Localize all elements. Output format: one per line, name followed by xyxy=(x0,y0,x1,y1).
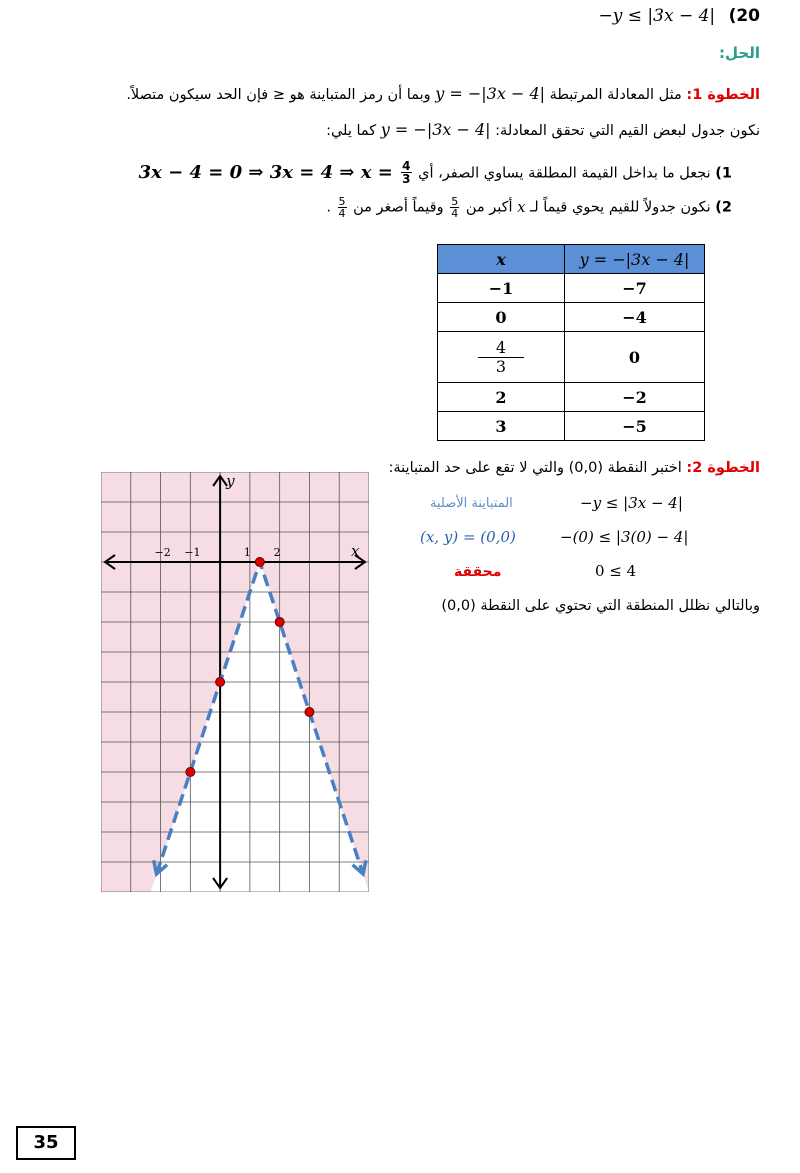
table-cell-x: 3 xyxy=(438,412,565,441)
item2-end: . xyxy=(326,199,331,216)
table-row xyxy=(438,303,705,332)
item1-line xyxy=(139,160,732,185)
item2-frac2-num: 5 xyxy=(338,195,346,208)
step1-text-a: مثل المعادلة المرتبطة xyxy=(549,87,682,103)
table-cell-y: −4 xyxy=(565,303,705,332)
table-cell-y: −2 xyxy=(565,383,705,412)
item1-fraction xyxy=(401,160,411,185)
item2-line xyxy=(326,196,732,219)
step2-check xyxy=(420,494,760,596)
item2-frac1-den: 4 xyxy=(451,207,459,220)
solution-label: الحل: xyxy=(719,44,760,62)
step2-text: اختبر النقطة (0,0) والتي لا تقع على حد المتباينة: xyxy=(388,460,682,476)
data-point xyxy=(275,618,284,627)
item2-text-b: أكبر من xyxy=(465,199,513,216)
item1-number: 1) xyxy=(715,165,732,182)
table-frac-num: 4 xyxy=(478,339,524,358)
item2-text-c: وقيماً أصغر من xyxy=(353,199,444,216)
step2-label: الخطوة 2: xyxy=(686,460,760,476)
table-row xyxy=(438,383,705,412)
check-row2-label: (x, y) = (0,0) xyxy=(420,528,516,546)
step2-line xyxy=(389,460,761,476)
item1-frac-den: 3 xyxy=(402,172,411,186)
item2-text-a: نكون جدولاً للقيم يحوي قيماً لـ xyxy=(529,199,711,216)
table-header-x: x xyxy=(438,245,565,274)
table-cell-y: −5 xyxy=(565,412,705,441)
problem-header xyxy=(599,6,760,26)
step2-conclusion: وبالتالي نظلل المنطقة التي تحتوي على النقطة (0,0) xyxy=(441,598,760,614)
problem-number: (20 xyxy=(728,6,760,26)
table-row xyxy=(438,412,705,441)
problem-inequality: −y ≤ |3x − 4| xyxy=(598,6,716,26)
table-intro xyxy=(326,120,760,139)
table-header-row xyxy=(438,245,705,274)
data-point xyxy=(216,678,225,687)
item2-frac1-num: 5 xyxy=(451,195,459,208)
table-cell-x: 2 xyxy=(438,383,565,412)
item2-frac2-den: 4 xyxy=(338,207,346,220)
graph xyxy=(101,472,369,892)
x-axis-label: x xyxy=(351,542,360,560)
tick-label: 1 xyxy=(243,546,251,559)
item2-fraction-1 xyxy=(450,196,459,219)
step1-text-b: وبما أن رمز المتباينة هو ≤ فإن الحد سيكون متصلاً. xyxy=(126,87,431,103)
item1-equation xyxy=(139,160,414,185)
item2-fraction-2 xyxy=(338,196,347,219)
table-cell-x-fraction xyxy=(438,332,565,383)
check-row1-math: −y ≤ |3x − 4| xyxy=(580,494,683,512)
table-intro-text-b: كما يلي: xyxy=(326,123,377,139)
item2-var: x xyxy=(517,199,526,216)
table-cell-y: 0 xyxy=(565,332,705,383)
item2-number: 2) xyxy=(715,199,732,216)
check-row2-math: −(0) ≤ |3(0) − 4| xyxy=(560,528,689,546)
table-cell-y: −7 xyxy=(565,274,705,303)
table-intro-text-a: نكون جدول لبعض القيم التي تحقق المعادلة: xyxy=(495,123,760,139)
table-cell-x: −1 xyxy=(438,274,565,303)
page-number: 35 xyxy=(16,1126,76,1160)
table-cell-x: 0 xyxy=(438,303,565,332)
tick-label: −1 xyxy=(184,546,201,559)
values-table xyxy=(437,244,705,441)
y-axis-label: y xyxy=(226,472,235,490)
item1-eq-text: 3x − 4 = 0 ⇒ 3x = 4 ⇒ x = xyxy=(138,161,393,183)
check-row3-label: محققة xyxy=(454,564,502,580)
step1-label: الخطوة 1: xyxy=(686,87,760,103)
step1-equation: y = −|3x − 4| xyxy=(435,84,546,103)
tick-label: −2 xyxy=(154,546,171,559)
tick-label: 2 xyxy=(273,546,281,559)
step1-line xyxy=(126,84,760,103)
table-header-y: y = −|3x − 4| xyxy=(565,245,705,274)
data-point xyxy=(255,558,264,567)
table-frac-den: 3 xyxy=(495,357,507,376)
check-row1-label: المتباينة الأصلية xyxy=(430,496,513,511)
data-point xyxy=(186,768,195,777)
table-row xyxy=(438,274,705,303)
data-point xyxy=(305,708,314,717)
item1-text: نجعل ما بداخل القيمة المطلقة يساوي الصفر، أي xyxy=(418,165,711,182)
check-row3-math: 0 ≤ 4 xyxy=(595,562,637,580)
item1-frac-num: 4 xyxy=(402,159,411,173)
table-intro-equation: y = −|3x − 4| xyxy=(380,120,491,139)
table-row xyxy=(438,332,705,383)
